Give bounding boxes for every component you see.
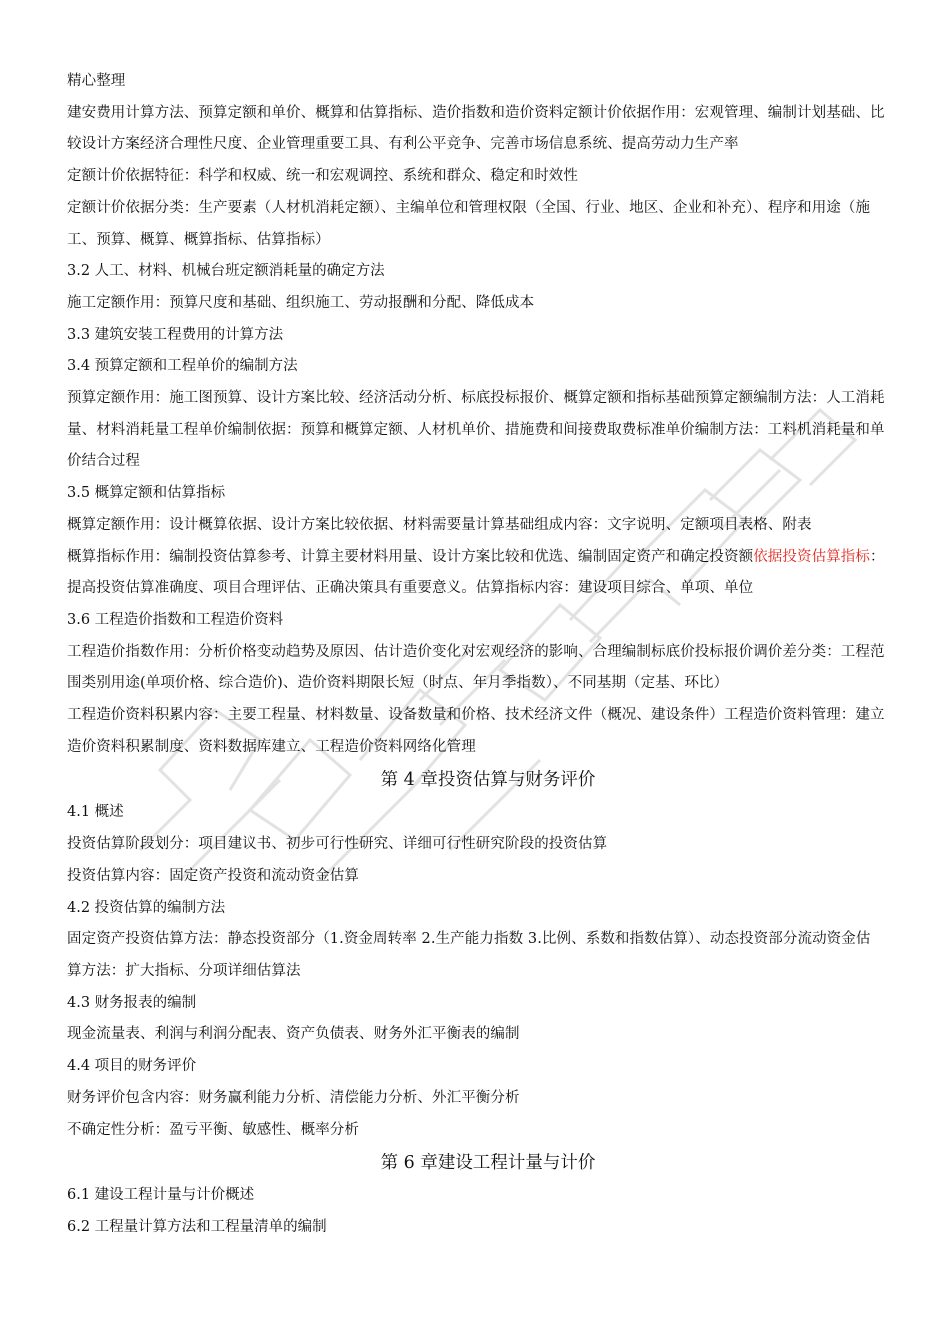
section-heading: 3.4 预算定额和工程单价的编制方法 xyxy=(67,358,298,375)
header-note: 精心整理 xyxy=(67,73,126,89)
paragraph: 不确定性分析：盈亏平衡、敏感性、概率分析 xyxy=(67,1121,359,1138)
section-heading: 6.1 建设工程计量与计价概述 xyxy=(67,1187,255,1204)
section-heading: 3.3 建筑安装工程费用的计算方法 xyxy=(67,326,284,343)
section-heading: 3.6 工程造价指数和工程造价资料 xyxy=(67,611,284,628)
paragraph: 固定资产投资估算方法：静态投资部分（1.资金周转率 2.生产能力指数 3.比例、系数和指数估算）、动态投资部分流动资金估算方法：扩大指标、分项详细估算法 xyxy=(67,931,871,979)
paragraph: 工程造价指数作用：分析价格变动趋势及原因、估计造价变化对宏观经济的影响、合理编制标底价投标报价调价差分类：工程范围类别用途(单项价格、综合造价)、造价资料期限长短（时点、年月季指数）、不同基期（定基、环比） xyxy=(67,643,885,692)
highlighted-text: 依据投资估算指标 xyxy=(753,548,871,565)
document-body xyxy=(67,66,885,1244)
paragraph: 工程造价资料积累内容：主要工程量、材料数量、设备数量和价格、技术经济文件（概况、建设条件）工程造价资料管理：建立造价资料积累制度、资料数据库建立、工程造价资料网络化管理 xyxy=(67,707,885,755)
paragraph: 定额计价依据特征：科学和权威、统一和宏观调控、系统和群众、稳定和时效性 xyxy=(67,168,578,185)
paragraph: 财务评价包含内容：财务赢利能力分析、清偿能力分析、外汇平衡分析 xyxy=(67,1089,520,1106)
paragraph: 概算定额作用：设计概算依据、设计方案比较依据、材料需要量计算基础组成内容：文字说明、定额项目表格、附表 xyxy=(67,516,812,533)
paragraph-with-highlight xyxy=(67,542,885,605)
paragraph: 预算定额作用：施工图预算、设计方案比较、经济活动分析、标底投标报价、概算定额和指标基础预算定额编制方法：人工消耗量、材料消耗量工程单价编制依据：预算和概算定额、人材机单价、措施费和间接费取费标准单价编制方法：工料机消耗量和单价结合过程 xyxy=(67,390,885,470)
chapter-title: 第 6 章建设工程计量与计价 xyxy=(380,1153,596,1174)
paragraph: 投资估算内容：固定资产投资和流动资金估算 xyxy=(67,867,359,884)
paragraph-text: ：提高投资估算准确度、项目合理评估、正确决策具有重要意义。估算指标内容：建设项目综合、单项、单位 xyxy=(67,548,885,597)
paragraph: 建安费用计算方法、预算定额和单价、概算和估算指标、造价指数和造价资料定额计价依据作用：宏观管理、编制计划基础、比较设计方案经济合理性尺度、企业管理重要工具、有利公平竞争、完善市场信息系统、提高劳动力生产率 xyxy=(67,104,885,153)
section-heading: 4.1 概述 xyxy=(67,804,124,821)
chapter-title: 第 4 章投资估算与财务评价 xyxy=(380,770,596,791)
paragraph: 定额计价依据分类：生产要素（人材机消耗定额）、主编单位和管理权限（全国、行业、地区、企业和补充）、程序和用途（施工、预算、概算、概算指标、估算指标） xyxy=(67,199,871,248)
section-heading: 3.2 人工、材料、机械台班定额消耗量的确定方法 xyxy=(67,263,385,280)
paragraph: 现金流量表、利润与利润分配表、资产负债表、财务外汇平衡表的编制 xyxy=(67,1026,520,1043)
section-heading: 4.2 投资估算的编制方法 xyxy=(67,899,226,916)
section-heading: 6.2 工程量计算方法和工程量清单的编制 xyxy=(67,1218,327,1235)
paragraph: 施工定额作用：预算尺度和基础、组织施工、劳动报酬和分配、降低成本 xyxy=(67,294,535,311)
paragraph-text: 概算指标作用：编制投资估算参考、计算主要材料用量、设计方案比较和优选、编制固定资产和确定投资额 xyxy=(67,548,754,565)
paragraph: 投资估算阶段划分：项目建议书、初步可行性研究、详细可行性研究阶段的投资估算 xyxy=(67,836,608,853)
section-heading: 4.3 财务报表的编制 xyxy=(67,994,197,1011)
section-heading: 4.4 项目的财务评价 xyxy=(67,1058,197,1075)
section-heading: 3.5 概算定额和估算指标 xyxy=(67,485,226,502)
